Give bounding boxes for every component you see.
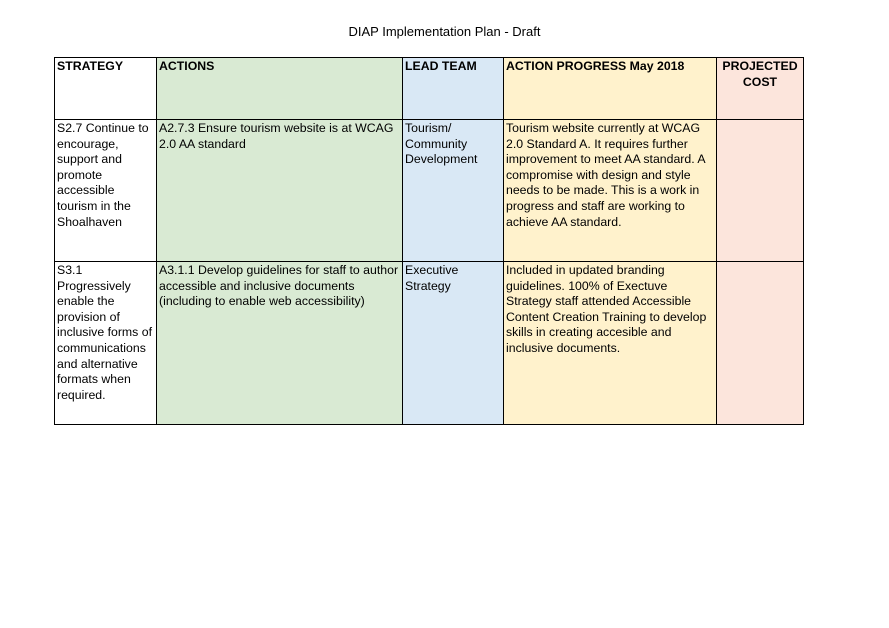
page-title: DIAP Implementation Plan - Draft: [348, 24, 541, 39]
table-row: [55, 262, 804, 425]
implementation-plan-table: [54, 57, 804, 425]
cell-actions: A3.1.1 Develop guidelines for staff to author accessible and inclusive documents (including to enable web accessibility): [157, 262, 403, 425]
header-action-progress: ACTION PROGRESS May 2018: [504, 58, 717, 120]
cell-actions: A2.7.3 Ensure tourism website is at WCAG 2.0 AA standard: [157, 120, 403, 262]
table-row: [55, 120, 804, 262]
cell-action-progress: Included in updated branding guidelines. 100% of Exectuve Strategy staff attended Accessible Content Creation Training to develop skills in creating accesible and inclusive documents.: [504, 262, 717, 425]
cell-strategy: S3.1 Progressively enable the provision of inclusive forms of communications and alternative formats when required.: [55, 262, 157, 425]
cell-action-progress: Tourism website currently at WCAG 2.0 Standard A. It requires further improvement to meet AA standard. A compromise with design and style needs to be made. This is a work in progress and staff are working to achieve AA standard.: [504, 120, 717, 262]
table-header-row: [55, 58, 804, 120]
cell-projected-cost: [717, 120, 804, 262]
cell-strategy: S2.7 Continue to encourage, support and promote accessible tourism in the Shoalhaven: [55, 120, 157, 262]
cell-projected-cost: [717, 262, 804, 425]
cell-lead-team: Executive Strategy: [403, 262, 504, 425]
header-lead-team: LEAD TEAM: [403, 58, 504, 120]
header-strategy: STRATEGY: [55, 58, 157, 120]
header-actions: ACTIONS: [157, 58, 403, 120]
cell-lead-team: Tourism/ Community Development: [403, 120, 504, 262]
header-projected-cost: PROJECTED COST: [717, 58, 804, 120]
